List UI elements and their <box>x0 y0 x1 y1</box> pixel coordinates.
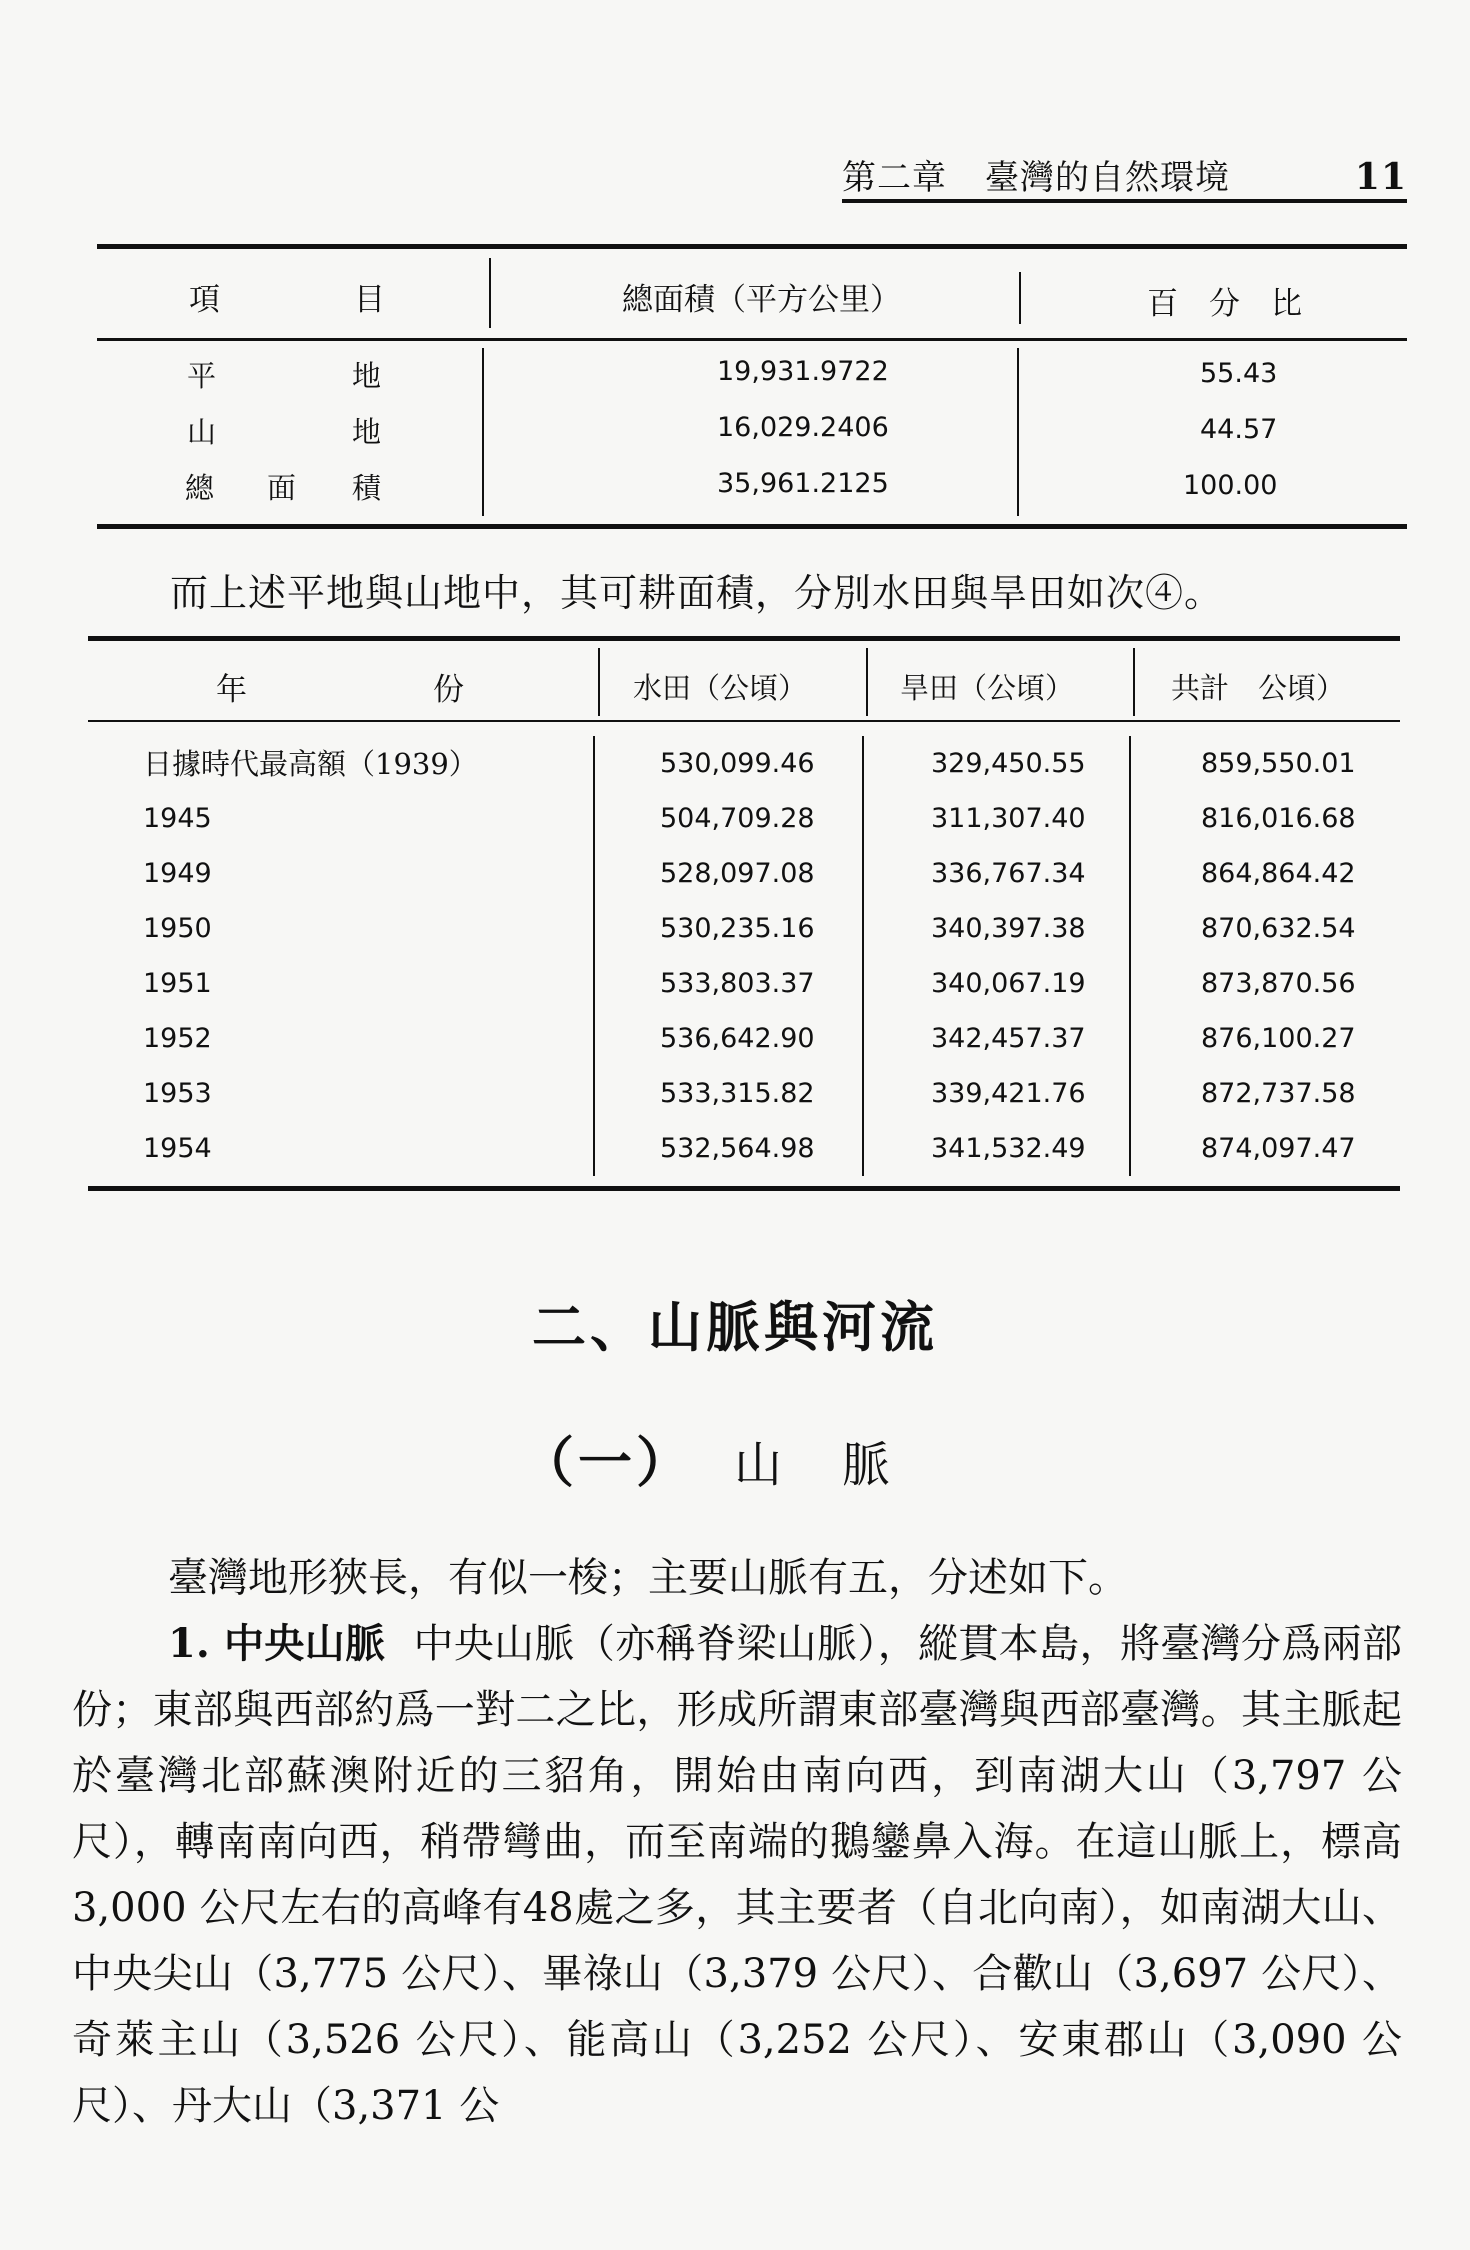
row-label: 地 <box>352 415 382 449</box>
dry-value: 340,067.19 <box>931 968 1086 999</box>
paddy-value: 530,099.46 <box>660 748 815 779</box>
year-label: 1952 <box>143 1023 212 1054</box>
year-label: 1951 <box>143 968 212 999</box>
column-divider <box>593 736 595 1176</box>
intro-sentence: 而上述平地與山地中，其可耕面積，分別水田與旱田如次④。 <box>170 571 1224 615</box>
header-year-a: 年 <box>216 672 247 708</box>
row-label: 地 <box>352 359 382 393</box>
column-divider <box>1129 736 1131 1176</box>
column-divider <box>866 648 868 716</box>
paddy-value: 533,803.37 <box>660 968 815 999</box>
column-divider <box>482 348 484 516</box>
year-label: 1954 <box>143 1133 212 1164</box>
total-value: 859,550.01 <box>1201 748 1356 779</box>
header-item-a: 項 <box>189 282 220 318</box>
paragraph-heading: 1. 中央山脈 <box>168 1620 386 1667</box>
row-label: 山 <box>187 415 217 449</box>
year-label: 1945 <box>143 803 212 834</box>
year-label: 1949 <box>143 858 212 889</box>
section-title: 二、山脈與河流 <box>532 1295 938 1359</box>
subsection-word: 山脈 <box>733 1437 950 1493</box>
page-number: 11 <box>1354 156 1407 198</box>
row-label: 總 <box>185 471 215 505</box>
paragraph: 臺灣地形狹長，有似一梭；主要山脈有五，分述如下。 <box>168 1555 1128 1601</box>
subsection-title <box>0 1420 1470 1497</box>
paddy-value: 533,315.82 <box>660 1078 815 1109</box>
row-label: 面 <box>267 471 297 505</box>
year-label: 日據時代最高額（1939） <box>143 747 478 781</box>
area-value: 35,961.2125 <box>717 468 889 499</box>
subsection-number: （一） <box>519 1430 694 1494</box>
area-value: 16,029.2406 <box>717 412 889 443</box>
chapter-title: 臺灣的自然環境 <box>985 158 1230 198</box>
dry-value: 311,307.40 <box>931 803 1086 834</box>
paddy-value: 536,642.90 <box>660 1023 815 1054</box>
body-text <box>72 1545 1402 2139</box>
column-divider <box>1019 272 1021 324</box>
total-value: 876,100.27 <box>1201 1023 1356 1054</box>
dry-value: 340,397.38 <box>931 913 1086 944</box>
column-divider <box>489 258 491 328</box>
total-value: 816,016.68 <box>1201 803 1356 834</box>
header-item-b: 目 <box>354 282 385 318</box>
year-label: 1950 <box>143 913 212 944</box>
dry-value: 329,450.55 <box>931 748 1086 779</box>
paddy-value: 532,564.98 <box>660 1133 815 1164</box>
header-paddy: 水田（公頃） <box>633 671 808 705</box>
header-dry: 旱田（公頃） <box>900 671 1075 705</box>
row-label: 積 <box>352 471 382 505</box>
header-rule <box>842 199 1407 203</box>
dry-value: 341,532.49 <box>931 1133 1086 1164</box>
total-value: 870,632.54 <box>1201 913 1356 944</box>
running-header <box>842 150 1407 199</box>
table-top-rule <box>88 636 1400 641</box>
table-bottom-rule <box>88 1186 1400 1191</box>
table-header-rule <box>88 720 1400 722</box>
column-divider <box>1133 648 1135 716</box>
table-header-rule <box>97 338 1407 341</box>
percent-value: 100.00 <box>1183 470 1278 501</box>
column-divider <box>862 736 864 1176</box>
paragraph <box>72 1611 1402 2139</box>
percent-value: 55.43 <box>1200 358 1278 389</box>
header-total: 共計 公頃） <box>1171 671 1346 705</box>
header-percent: 百 分 比 <box>1147 286 1302 322</box>
paddy-value: 528,097.08 <box>660 858 815 889</box>
paddy-value: 504,709.28 <box>660 803 815 834</box>
area-value: 19,931.9722 <box>717 356 889 387</box>
dry-value: 342,457.37 <box>931 1023 1086 1054</box>
dry-value: 339,421.76 <box>931 1078 1086 1109</box>
percent-value: 44.57 <box>1200 414 1278 445</box>
total-value: 872,737.58 <box>1201 1078 1356 1109</box>
row-label: 平 <box>187 359 217 393</box>
paragraph-text: 中央山脈（亦稱脊梁山脈），縱貫本島，將臺灣分爲兩部份；東部與西部約爲一對二之比，形成所謂東部臺灣與西部臺灣。其主脈起於臺灣北部蘇澳附近的三貂角，開始由南向西，到南湖大山（3,797 公尺），轉南南向西，稍帶彎曲，而至南端的鵝鑾鼻入海。在這山脈上，標高 3,000 公尺左右的高峰有48處之多，其主要者（自北向南），如南湖大山、中央尖山（3,775 公尺）、畢祿山（3,379 公尺）、合歡山（3,697 公尺）、奇萊主山（3,526 公尺）、能高山（3,252 公尺）、安東郡山（3,090 公尺）、丹大山（3,371 公 <box>72 1621 1403 2129</box>
table-bottom-rule <box>97 524 1407 529</box>
year-label: 1953 <box>143 1078 212 1109</box>
table-top-rule <box>97 244 1407 249</box>
total-value: 864,864.42 <box>1201 858 1356 889</box>
dry-value: 336,767.34 <box>931 858 1086 889</box>
column-divider <box>598 648 600 716</box>
total-value: 874,097.47 <box>1201 1133 1356 1164</box>
header-area: 總面積（平方公里） <box>622 282 901 318</box>
column-divider <box>1017 348 1019 516</box>
header-year-b: 份 <box>433 672 464 708</box>
paddy-value: 530,235.16 <box>660 913 815 944</box>
total-value: 873,870.56 <box>1201 968 1356 999</box>
chapter-label: 第二章 <box>842 158 947 198</box>
